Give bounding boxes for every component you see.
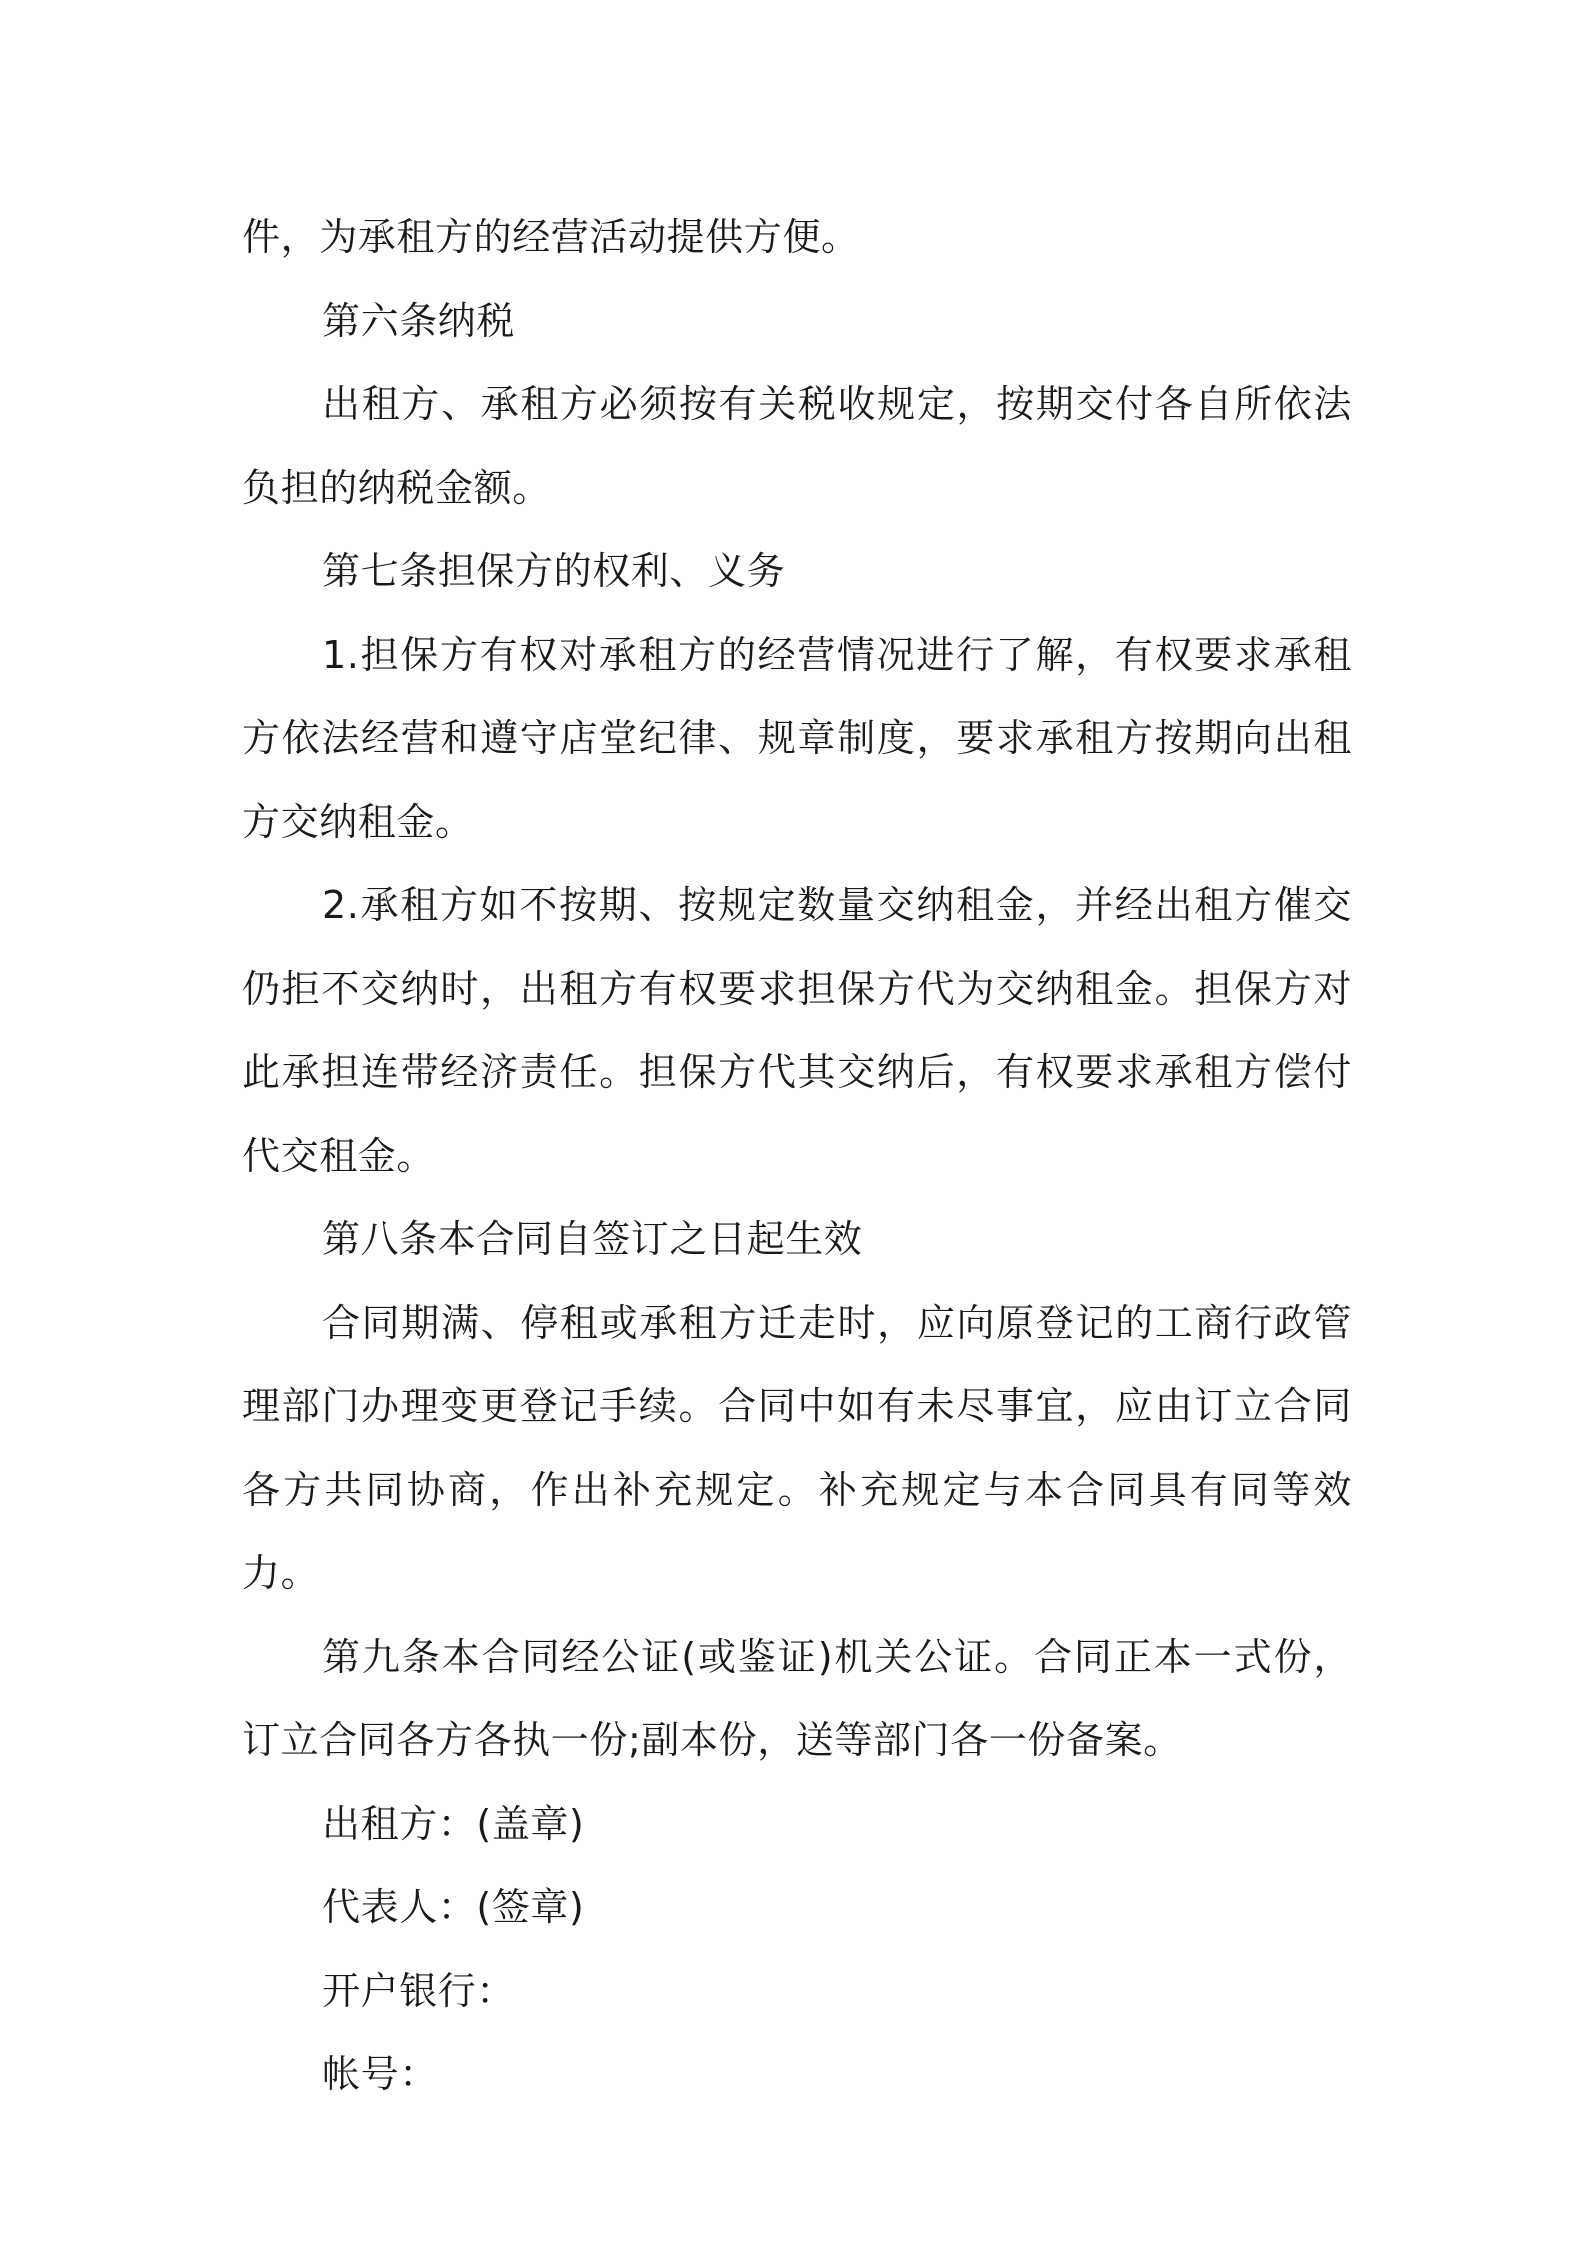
lessor-seal-line: 出租方：(盖章) bbox=[322, 1801, 585, 1846]
article-7-clause-1: 1.担保方有权对承租方的经营情况进行了解，有权要求承租方依法经营和遵守店堂纪律、规章制度，要求承租方按期向出租方交纳租金。 bbox=[242, 632, 1352, 844]
article-7-heading: 第七条担保方的权利、义务 bbox=[322, 549, 786, 593]
paragraph-continuation: 件，为承租方的经营活动提供方便。 bbox=[242, 215, 860, 259]
account-number-line: 帐号： bbox=[322, 2052, 438, 2096]
article-8-body: 合同期满、停租或承租方迁走时，应向原登记的工商行政管理部门办理变更登记手续。合同中如有未尽事宜，应由订立合同各方共同协商，作出补充规定。补充规定与本合同具有同等效力。 bbox=[242, 1300, 1352, 1595]
representative-signature-line: 代表人：(签章) bbox=[322, 1885, 585, 1929]
article-8-heading: 第八条本合同自签订之日起生效 bbox=[322, 1217, 863, 1261]
article-7-clause-2: 2.承租方如不按期、按规定数量交纳租金，并经出租方催交仍拒不交纳时，出租方有权要求担保方代为交纳租金。担保方对此承担连带经济责任。担保方代其交纳后，有权要求承租方偿付代交租金。 bbox=[242, 883, 1352, 1178]
document-body bbox=[242, 196, 1352, 2117]
article-6-heading: 第六条纳税 bbox=[322, 298, 516, 343]
bank-line: 开户银行： bbox=[322, 1968, 516, 2013]
article-6-body: 出租方、承租方必须按有关税收规定，按期交付各自所依法负担的纳税金额。 bbox=[242, 382, 1352, 510]
article-9-body: 第九条本合同经公证(或鉴证)机关公证。合同正本一式份，订立合同各方各执一份;副本份，送等部门各一份备案。 bbox=[242, 1634, 1352, 1762]
